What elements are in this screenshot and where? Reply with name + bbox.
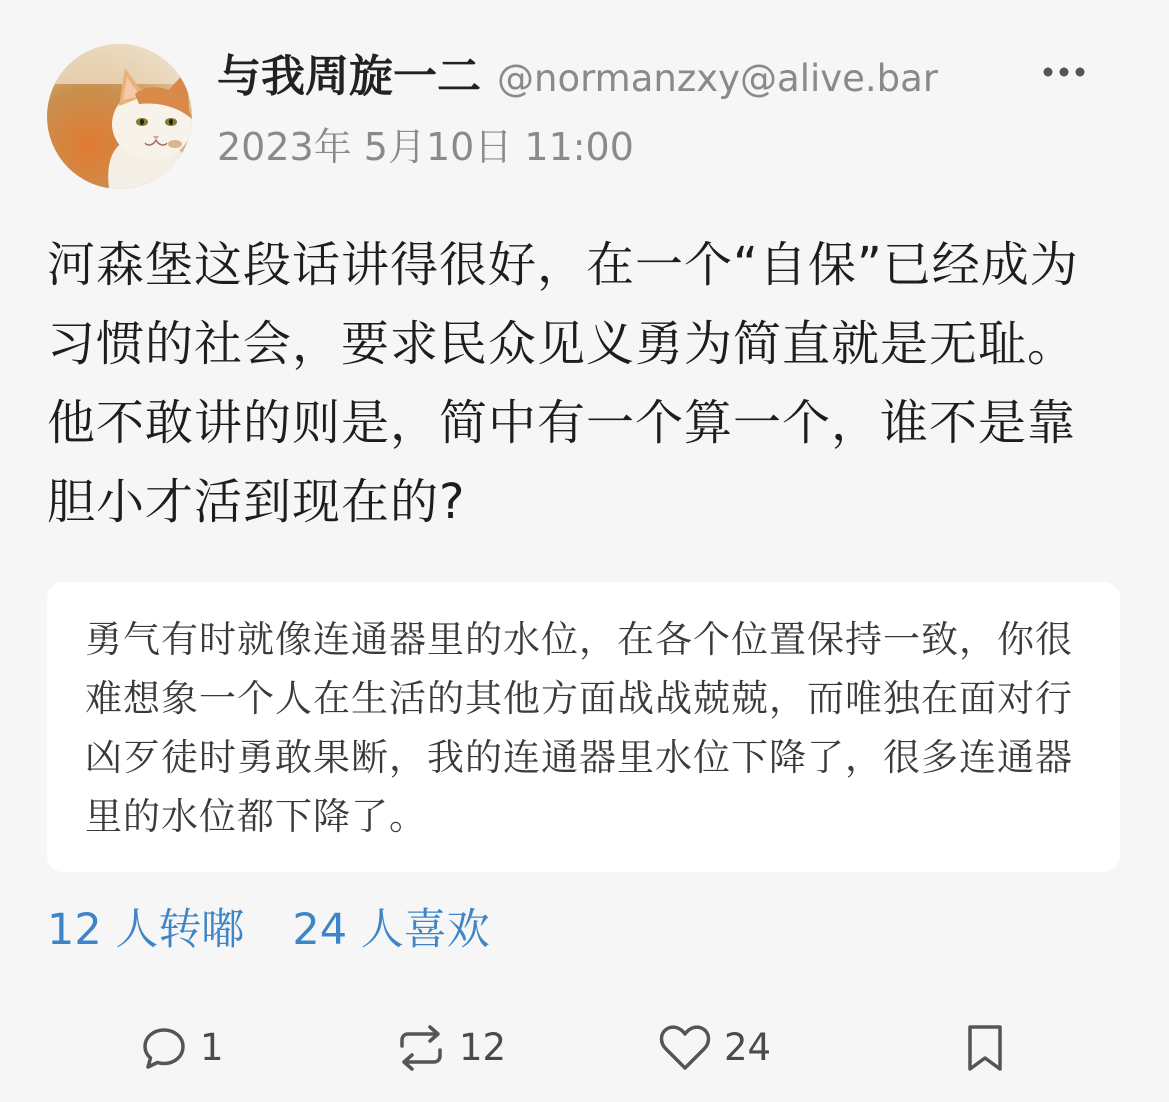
boost-button[interactable]	[395, 1022, 506, 1074]
bookmark-icon	[964, 1023, 1006, 1073]
post-content: 河森堡这段话讲得很好，在一个“自保”已经成为习惯的社会，要求民众见义勇为简直就是无耻。他不敢讲的则是，简中有一个算一个，谁不是靠胆小才活到现在的?	[47, 237, 1079, 530]
reply-button[interactable]	[140, 1022, 224, 1074]
display-name[interactable]: 与我周旋一二	[217, 51, 481, 102]
boost-count: 12	[459, 1026, 507, 1069]
quote-block	[47, 582, 1120, 872]
favourite-button[interactable]	[658, 1022, 771, 1074]
quote-text: 勇气有时就像连通器里的水位，在各个位置保持一致，你很难想象一个人在生活的其他方面战战兢兢，而唯独在面对行凶歹徒时勇敢果断，我的连通器里水位下降了，很多连通器里的水位都下降了。	[85, 618, 1073, 838]
author-line	[217, 50, 938, 113]
reply-icon	[140, 1024, 188, 1072]
account-handle[interactable]: @normanzxy@alive.bar	[497, 57, 939, 100]
cat-avatar-image	[47, 44, 192, 189]
boost-icon	[395, 1022, 447, 1074]
avatar[interactable]	[47, 44, 192, 189]
favourite-count: 24	[724, 1026, 772, 1069]
favourites-count-link[interactable]: 24 人喜欢	[292, 905, 490, 955]
post-stats	[47, 900, 538, 960]
reply-count: 1	[200, 1026, 224, 1069]
bookmark-button[interactable]	[964, 1022, 1006, 1074]
post-timestamp[interactable]: 2023年 5月10日 11:00	[217, 125, 634, 169]
more-options-button[interactable]	[1036, 52, 1092, 92]
more-horizontal-icon	[1042, 66, 1086, 78]
boosts-count-link[interactable]: 12 人转嘟	[47, 905, 245, 955]
heart-icon	[658, 1024, 712, 1072]
